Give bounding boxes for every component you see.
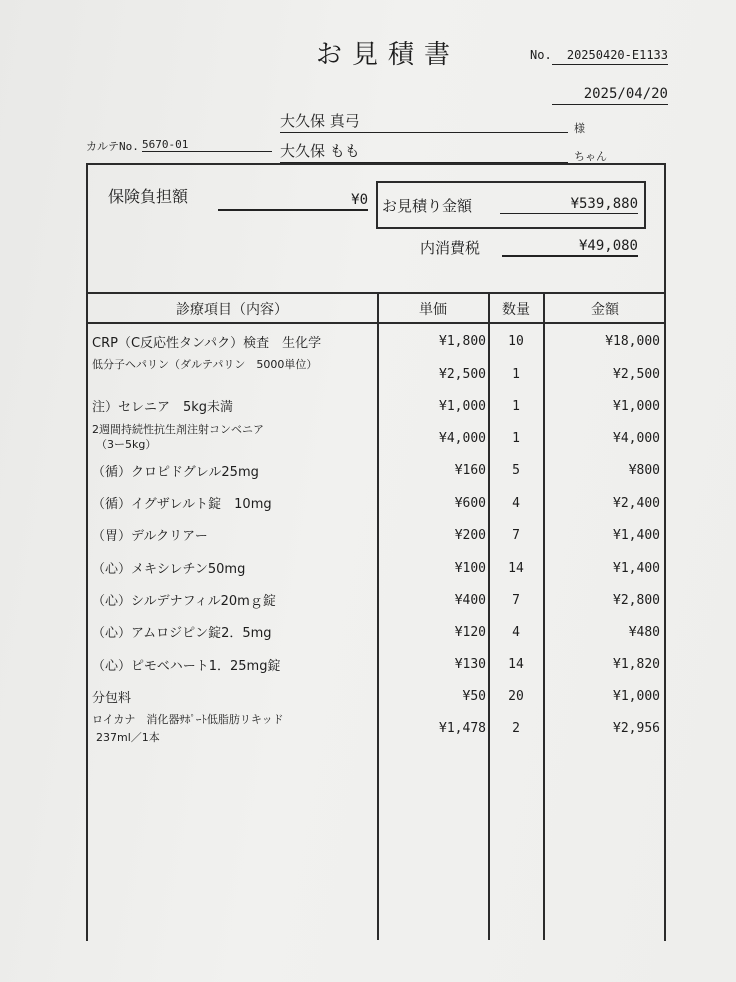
item-name: （心）アムロジピン錠2．5mg <box>92 626 272 641</box>
quantity: 1 <box>512 399 520 414</box>
pet-name: 大久保 もも <box>280 140 568 163</box>
item-name: （心）メキシレチン50mg <box>92 562 246 577</box>
line-amount: ¥2,800 <box>613 593 660 608</box>
header-unit-price: 単価 <box>419 302 447 318</box>
quantity: 4 <box>512 625 520 640</box>
item-name: ロイカナ 消化器ｻﾎﾟｰﾄ低脂肪リキッド <box>92 713 284 726</box>
item-name: 注）セレニア 5kg未満 <box>92 400 234 415</box>
estimate-number: 20250420-E1133 <box>552 48 668 65</box>
line-amount: ¥2,400 <box>613 496 660 511</box>
item-name: 2週間持続性抗生剤注射コンベニア <box>92 423 264 436</box>
owner-name: 大久保 真弓 <box>280 110 568 133</box>
unit-price: ¥50 <box>462 689 486 704</box>
line-amount: ¥2,956 <box>613 721 660 736</box>
estimate-total-label: お見積り金額 <box>382 197 473 215</box>
line-amount: ¥1,820 <box>613 657 660 672</box>
column-divider <box>377 292 379 940</box>
pet-honorific: ちゃん <box>574 150 607 163</box>
unit-price: ¥100 <box>454 561 486 576</box>
insurance-label: 保険負担額 <box>108 187 189 206</box>
quantity: 10 <box>508 334 524 349</box>
unit-price: ¥2,500 <box>439 367 486 382</box>
line-amount: ¥800 <box>628 463 660 478</box>
item-name: 分包料 <box>92 691 132 706</box>
item-name: CRP（C反応性タンパク）検査 生化学 <box>92 336 322 351</box>
item-detail: 237ml／1本 <box>96 731 160 744</box>
line-amount: ¥1,400 <box>613 528 660 543</box>
line-amount: ¥480 <box>628 625 660 640</box>
column-divider <box>543 292 545 940</box>
line-amount: ¥1,000 <box>613 399 660 414</box>
owner-honorific: 様 <box>574 122 585 135</box>
unit-price: ¥1,000 <box>439 399 486 414</box>
document-title: お見積書 <box>316 40 461 70</box>
estimate-frame <box>86 163 666 941</box>
item-name: （循）クロピドグレル25mg <box>92 465 259 480</box>
item-name: （心）ピモベハート1．25mg錠 <box>92 659 281 674</box>
header-quantity: 数量 <box>502 302 530 318</box>
quantity: 7 <box>512 593 520 608</box>
estimate-number-label: No. <box>530 48 552 62</box>
item-name: 低分子ヘパリン（ダルテパリン 5000単位） <box>92 358 318 371</box>
chart-number-label: カルテNo. <box>86 140 139 153</box>
unit-price: ¥400 <box>454 593 486 608</box>
insurance-amount: ¥0 <box>218 192 368 211</box>
quantity: 1 <box>512 367 520 382</box>
quantity: 4 <box>512 496 520 511</box>
item-detail: （3ー5kg） <box>96 438 157 451</box>
quantity: 20 <box>508 689 524 704</box>
line-amount: ¥2,500 <box>613 367 660 382</box>
line-amount: ¥18,000 <box>605 334 660 349</box>
quantity: 14 <box>508 561 524 576</box>
table-top-border <box>86 292 666 294</box>
line-amount: ¥4,000 <box>613 431 660 446</box>
quantity: 1 <box>512 431 520 446</box>
item-name: （胃）デルクリアー <box>92 529 208 544</box>
tax-label: 内消費税 <box>420 239 481 257</box>
item-name: （循）イグザレルト錠 10mg <box>92 497 272 512</box>
estimate-date: 2025/04/20 <box>552 86 668 105</box>
unit-price: ¥4,000 <box>439 431 486 446</box>
quantity: 7 <box>512 528 520 543</box>
header-item: 診療項目（内容） <box>176 302 288 318</box>
line-amount: ¥1,000 <box>613 689 660 704</box>
table-header-border <box>86 322 666 324</box>
tax-amount: ¥49,080 <box>502 238 638 257</box>
quantity: 2 <box>512 721 520 736</box>
unit-price: ¥160 <box>454 463 486 478</box>
quantity: 14 <box>508 657 524 672</box>
quantity: 5 <box>512 463 520 478</box>
unit-price: ¥1,800 <box>439 334 486 349</box>
line-amount: ¥1,400 <box>613 561 660 576</box>
unit-price: ¥1,478 <box>439 721 486 736</box>
header-amount: 金額 <box>591 302 619 318</box>
chart-number: 5670-01 <box>142 138 272 152</box>
column-divider <box>488 292 490 940</box>
unit-price: ¥200 <box>454 528 486 543</box>
unit-price: ¥120 <box>454 625 486 640</box>
unit-price: ¥600 <box>454 496 486 511</box>
item-name: （心）シルデナフィル20mｇ錠 <box>92 594 276 609</box>
unit-price: ¥130 <box>454 657 486 672</box>
estimate-total-amount: ¥539,880 <box>500 196 638 214</box>
